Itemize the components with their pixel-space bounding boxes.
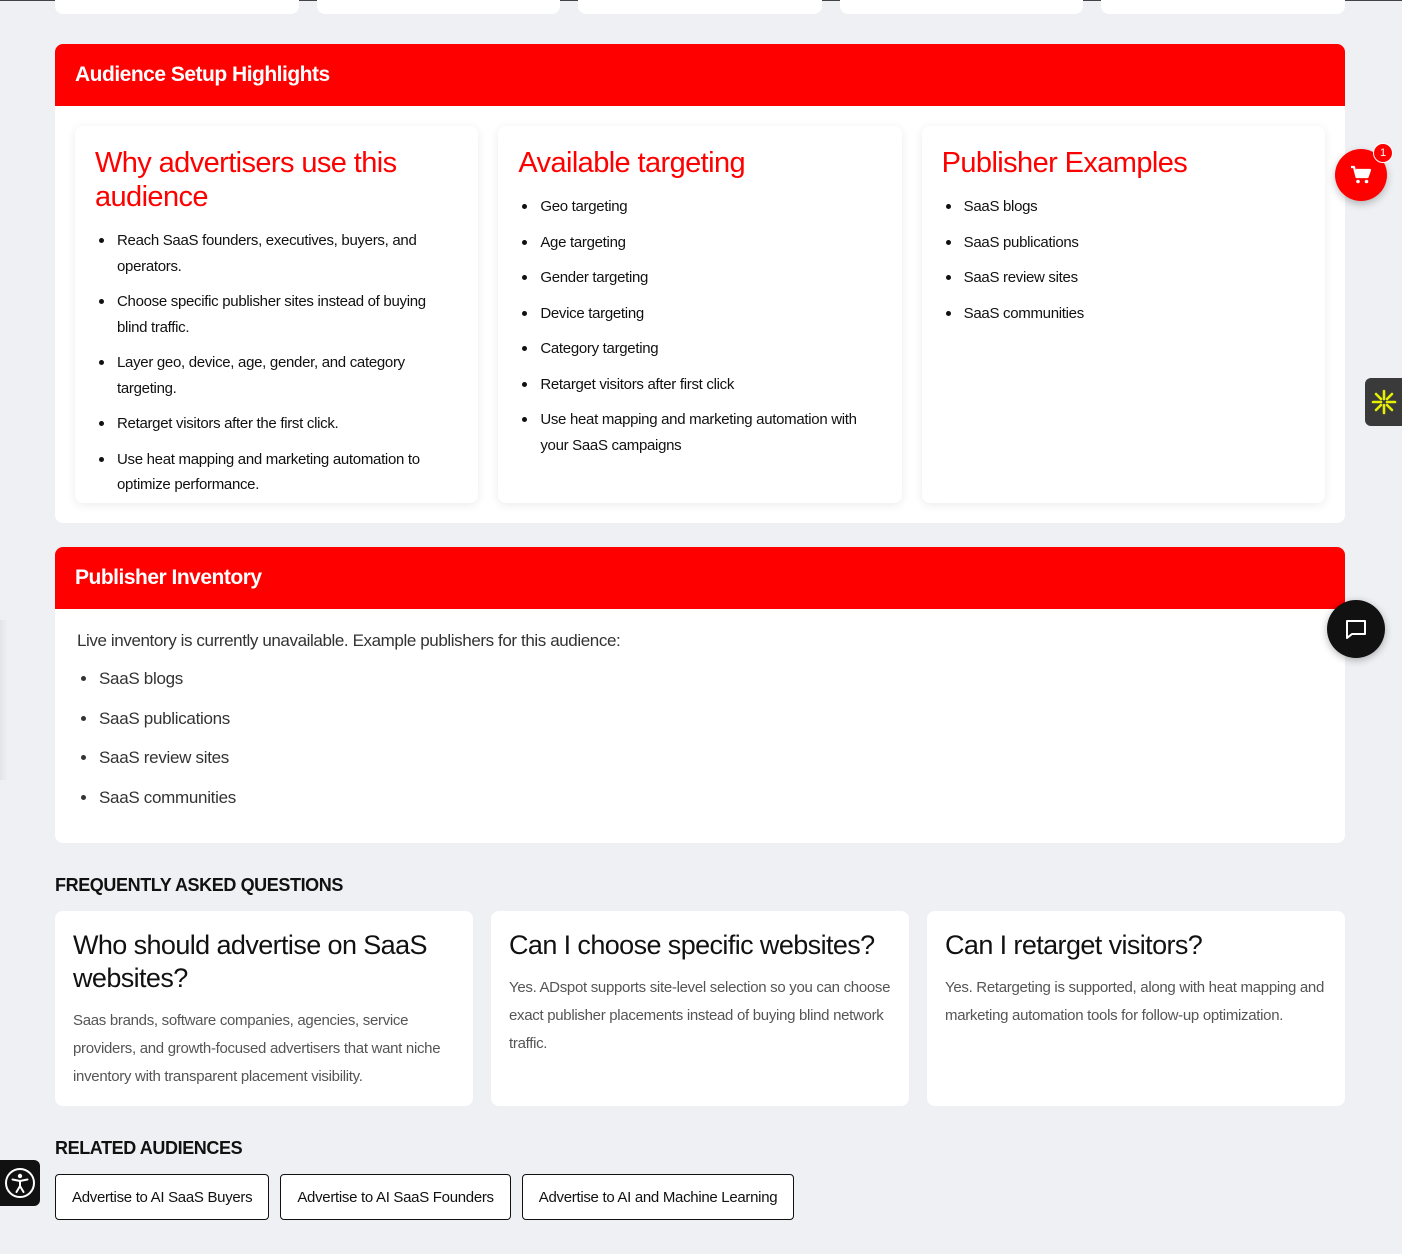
faq-answer: Yes. Retargeting is supported, along with heat mapping and marketing automation tools for follow-up optimization. bbox=[945, 979, 1324, 1024]
top-card bbox=[578, 0, 822, 14]
top-card bbox=[840, 0, 1084, 14]
inventory-list bbox=[77, 667, 1323, 809]
chat-button[interactable] bbox=[1327, 600, 1385, 658]
list-item: Age targeting bbox=[518, 230, 881, 256]
list-item: SaaS communities bbox=[942, 301, 1305, 327]
cart-icon bbox=[1350, 165, 1372, 185]
top-card bbox=[317, 0, 561, 14]
faq-heading: FREQUENTLY ASKED QUESTIONS bbox=[55, 875, 343, 895]
related-heading: RELATED AUDIENCES bbox=[55, 1138, 243, 1158]
related-link-ai-saas-buyers[interactable]: Advertise to AI SaaS Buyers bbox=[55, 1174, 269, 1220]
asterisk-icon bbox=[1371, 389, 1397, 415]
highlight-card-targeting bbox=[498, 126, 901, 503]
list-item: Reach SaaS founders, executives, buyers, and operators. bbox=[95, 228, 458, 279]
panel-title: Publisher Inventory bbox=[55, 547, 1345, 609]
panel-title: Audience Setup Highlights bbox=[55, 44, 1345, 106]
card-list bbox=[95, 228, 458, 498]
list-item: Category targeting bbox=[518, 336, 881, 362]
list-item: SaaS publications bbox=[942, 230, 1305, 256]
highlight-card-publishers bbox=[922, 126, 1325, 503]
list-item: Retarget visitors after first click bbox=[518, 372, 881, 398]
list-item: Use heat mapping and marketing automation with your SaaS campaigns bbox=[518, 407, 881, 458]
cart-count-badge: 1 bbox=[1373, 143, 1393, 163]
audience-highlights-panel bbox=[55, 44, 1345, 523]
list-item: SaaS blogs bbox=[77, 667, 1323, 690]
list-item: Device targeting bbox=[518, 301, 881, 327]
faq-question: Can I choose specific websites? bbox=[509, 930, 875, 960]
list-item: Use heat mapping and marketing automation to optimize performance. bbox=[95, 447, 458, 498]
faq-card bbox=[491, 911, 909, 1106]
related-links bbox=[55, 1174, 794, 1220]
related-link-ai-ml[interactable]: Advertise to AI and Machine Learning bbox=[522, 1174, 795, 1220]
faq-card bbox=[55, 911, 473, 1106]
list-item: Geo targeting bbox=[518, 194, 881, 220]
list-item: SaaS publications bbox=[77, 707, 1323, 730]
card-list bbox=[942, 194, 1305, 326]
edge-shadow bbox=[0, 620, 8, 780]
accessibility-button[interactable] bbox=[0, 1160, 40, 1206]
card-title: Why advertisers use this audience bbox=[95, 147, 397, 213]
highlight-card-why bbox=[75, 126, 478, 503]
card-title: Available targeting bbox=[518, 147, 746, 179]
faq-question: Can I retarget visitors? bbox=[945, 930, 1203, 960]
card-list bbox=[518, 194, 881, 458]
faq-card bbox=[927, 911, 1345, 1106]
list-item: SaaS blogs bbox=[942, 194, 1305, 220]
feedback-tab[interactable] bbox=[1365, 378, 1402, 426]
list-item: Retarget visitors after the first click. bbox=[95, 411, 458, 437]
publisher-inventory-panel bbox=[55, 547, 1345, 843]
list-item: SaaS review sites bbox=[77, 746, 1323, 769]
related-link-ai-saas-founders[interactable]: Advertise to AI SaaS Founders bbox=[280, 1174, 510, 1220]
inventory-note: Live inventory is currently unavailable. Example publishers for this audience: bbox=[77, 631, 621, 650]
list-item: Gender targeting bbox=[518, 265, 881, 291]
card-title: Publisher Examples bbox=[941, 147, 1188, 179]
top-cards-row bbox=[55, 0, 1345, 14]
chat-icon bbox=[1343, 616, 1369, 642]
list-item: SaaS communities bbox=[77, 786, 1323, 809]
list-item: Choose specific publisher sites instead of buying blind traffic. bbox=[95, 289, 458, 340]
faq-answer: Yes. ADspot supports site-level selection so you can choose exact publisher placements instead of buying blind network traffic. bbox=[509, 979, 891, 1052]
accessibility-icon bbox=[4, 1167, 36, 1199]
top-card bbox=[1101, 0, 1345, 14]
list-item: Layer geo, device, age, gender, and category targeting. bbox=[95, 350, 458, 401]
faq-question: Who should advertise on SaaS websites? bbox=[73, 930, 427, 993]
faq-list bbox=[55, 911, 1345, 1106]
list-item: SaaS review sites bbox=[942, 265, 1305, 291]
faq-answer: Saas brands, software companies, agencies, service providers, and growth-focused advertisers that want niche inventory with transparent placement visibility. bbox=[73, 1012, 441, 1085]
top-card bbox=[55, 0, 299, 14]
